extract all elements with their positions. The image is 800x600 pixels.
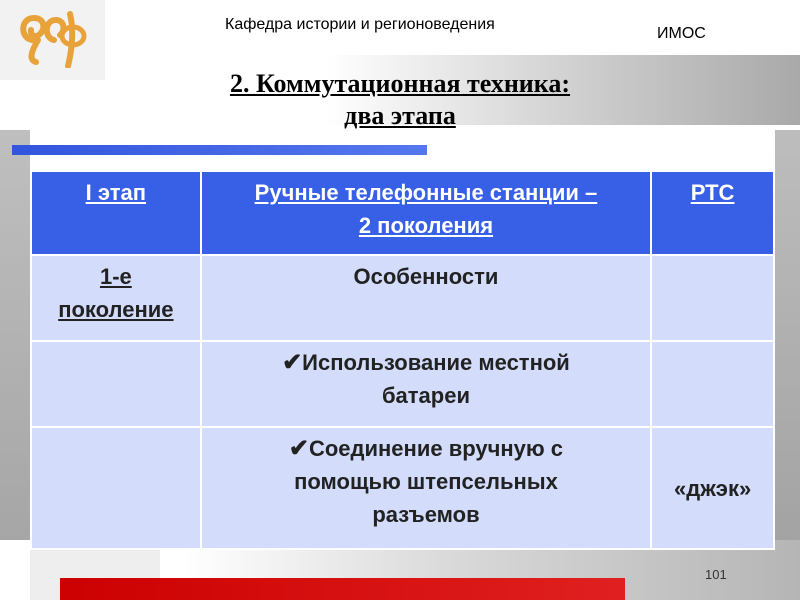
decor-band-left <box>0 130 30 540</box>
row3-cell-jack <box>651 427 774 549</box>
header-stage-label: I этап <box>85 180 147 205</box>
row3-jack-label: «джэк» <box>674 475 752 501</box>
row1-cell-generation <box>31 255 201 341</box>
row2-cell-feature <box>201 341 651 427</box>
row2-cell-empty-right <box>651 341 774 427</box>
slide-title-line1: 2. Коммутационная техника: <box>229 69 571 98</box>
table-row <box>31 341 774 427</box>
row3-feature-line2: помощью штепсельных <box>294 469 558 494</box>
decor-band-right <box>775 130 800 540</box>
table-row <box>31 255 774 341</box>
row2-feature-line1: Использование местной <box>302 350 570 375</box>
header-cell-abbrev <box>651 171 774 255</box>
header-cell-title <box>201 171 651 255</box>
department-name: Кафедра истории и регионоведения <box>225 16 495 33</box>
university-logo-icon <box>18 10 88 68</box>
row1-generation-line1: 1-е <box>99 264 132 289</box>
table-row <box>31 427 774 549</box>
table-header-row <box>31 171 774 255</box>
header-title-line1: Ручные телефонные станции – <box>254 180 598 205</box>
row2-feature-line2: батареи <box>381 383 470 408</box>
row1-cell-features <box>201 255 651 341</box>
institute-name: ИМОС <box>657 25 706 42</box>
decor-blue-line <box>12 145 427 155</box>
content-table <box>30 170 775 550</box>
row3-feature-line1: Соединение вручную с <box>308 436 564 461</box>
row2-cell-empty <box>31 341 201 427</box>
header-abbrev-label: РТС <box>690 180 735 205</box>
check-icon: ✔ <box>288 435 309 462</box>
header-cell-stage <box>31 171 201 255</box>
header-title-line2: 2 поколения <box>358 213 494 238</box>
slide-title-line2: два этапа <box>344 101 456 130</box>
page-number: 101 <box>705 567 727 582</box>
row3-cell-empty <box>31 427 201 549</box>
logo-box <box>0 0 105 80</box>
row1-features-label: Особенности <box>353 264 499 289</box>
check-icon: ✔ <box>282 349 303 376</box>
row1-generation-line2: поколение <box>58 297 174 322</box>
row3-cell-feature <box>201 427 651 549</box>
decor-red-bar <box>60 578 625 600</box>
slide-title <box>150 68 650 132</box>
row3-feature-line3: разъемов <box>372 502 480 527</box>
row1-cell-empty <box>651 255 774 341</box>
